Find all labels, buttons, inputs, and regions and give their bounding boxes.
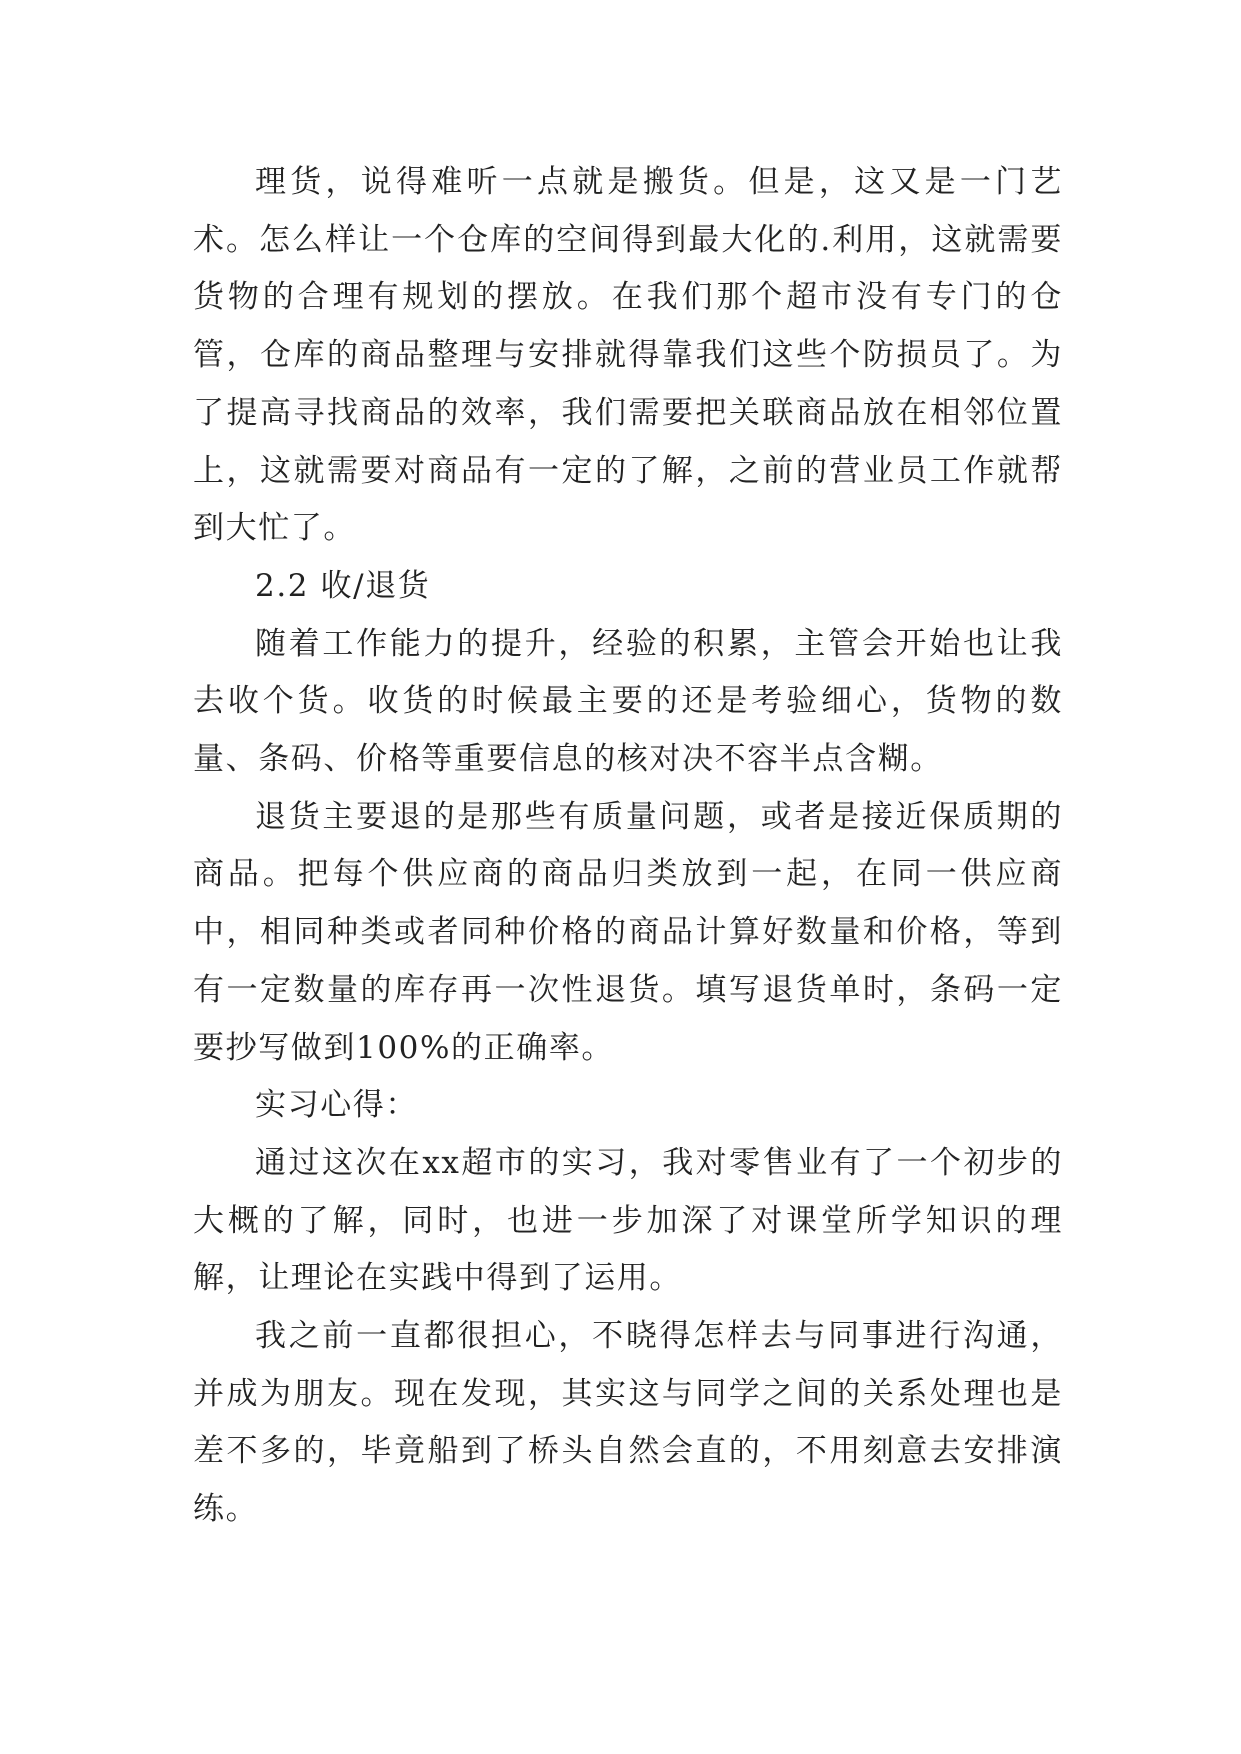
paragraph-reflection-1: 通过这次在xx超市的实习，我对零售业有了一个初步的大概的了解，同时，也进一步加深了对课堂所学知识的理解，让理论在实践中得到了运用。	[193, 1144, 1063, 1297]
section-heading-internship-reflection: 实习心得：	[255, 1087, 418, 1124]
paragraph-stock-arrangement: 理货，说得难听一点就是搬货。但是，这又是一门艺术。怎么样让一个仓库的空间得到最大化的.利用，这就需要货物的合理有规划的摆放。在我们那个超市没有专门的仓管，仓库的商品整理与安排就得靠我们这些个防损员了。为了提高寻找商品的效率，我们需要把关联商品放在相邻位置上，这就需要对商品有一定的了解，之前的营业员工作就帮到大忙了。	[193, 164, 1063, 547]
paragraph-returns: 退货主要退的是那些有质量问题，或者是接近保质期的商品。把每个供应商的商品归类放到一起，在同一供应商中，相同种类或者同种价格的商品计算好数量和价格，等到有一定数量的库存再一次性退货。填写退货单时，条码一定要抄写做到100%的正确率。	[193, 798, 1063, 1066]
body-text	[193, 154, 1063, 1539]
paragraph-reflection-2: 我之前一直都很担心，不晓得怎样去与同事进行沟通，并成为朋友。现在发现，其实这与同学之间的关系处理也是差不多的，毕竟船到了桥头自然会直的，不用刻意去安排演练。	[193, 1318, 1063, 1528]
section-heading-receiving-returns: 2.2 收/退货	[255, 567, 431, 604]
paragraph-receiving: 随着工作能力的提升，经验的积累，主管会开始也让我去收个货。收货的时候最主要的还是考验细心，货物的数量、条码、价格等重要信息的核对决不容半点含糊。	[193, 625, 1063, 778]
